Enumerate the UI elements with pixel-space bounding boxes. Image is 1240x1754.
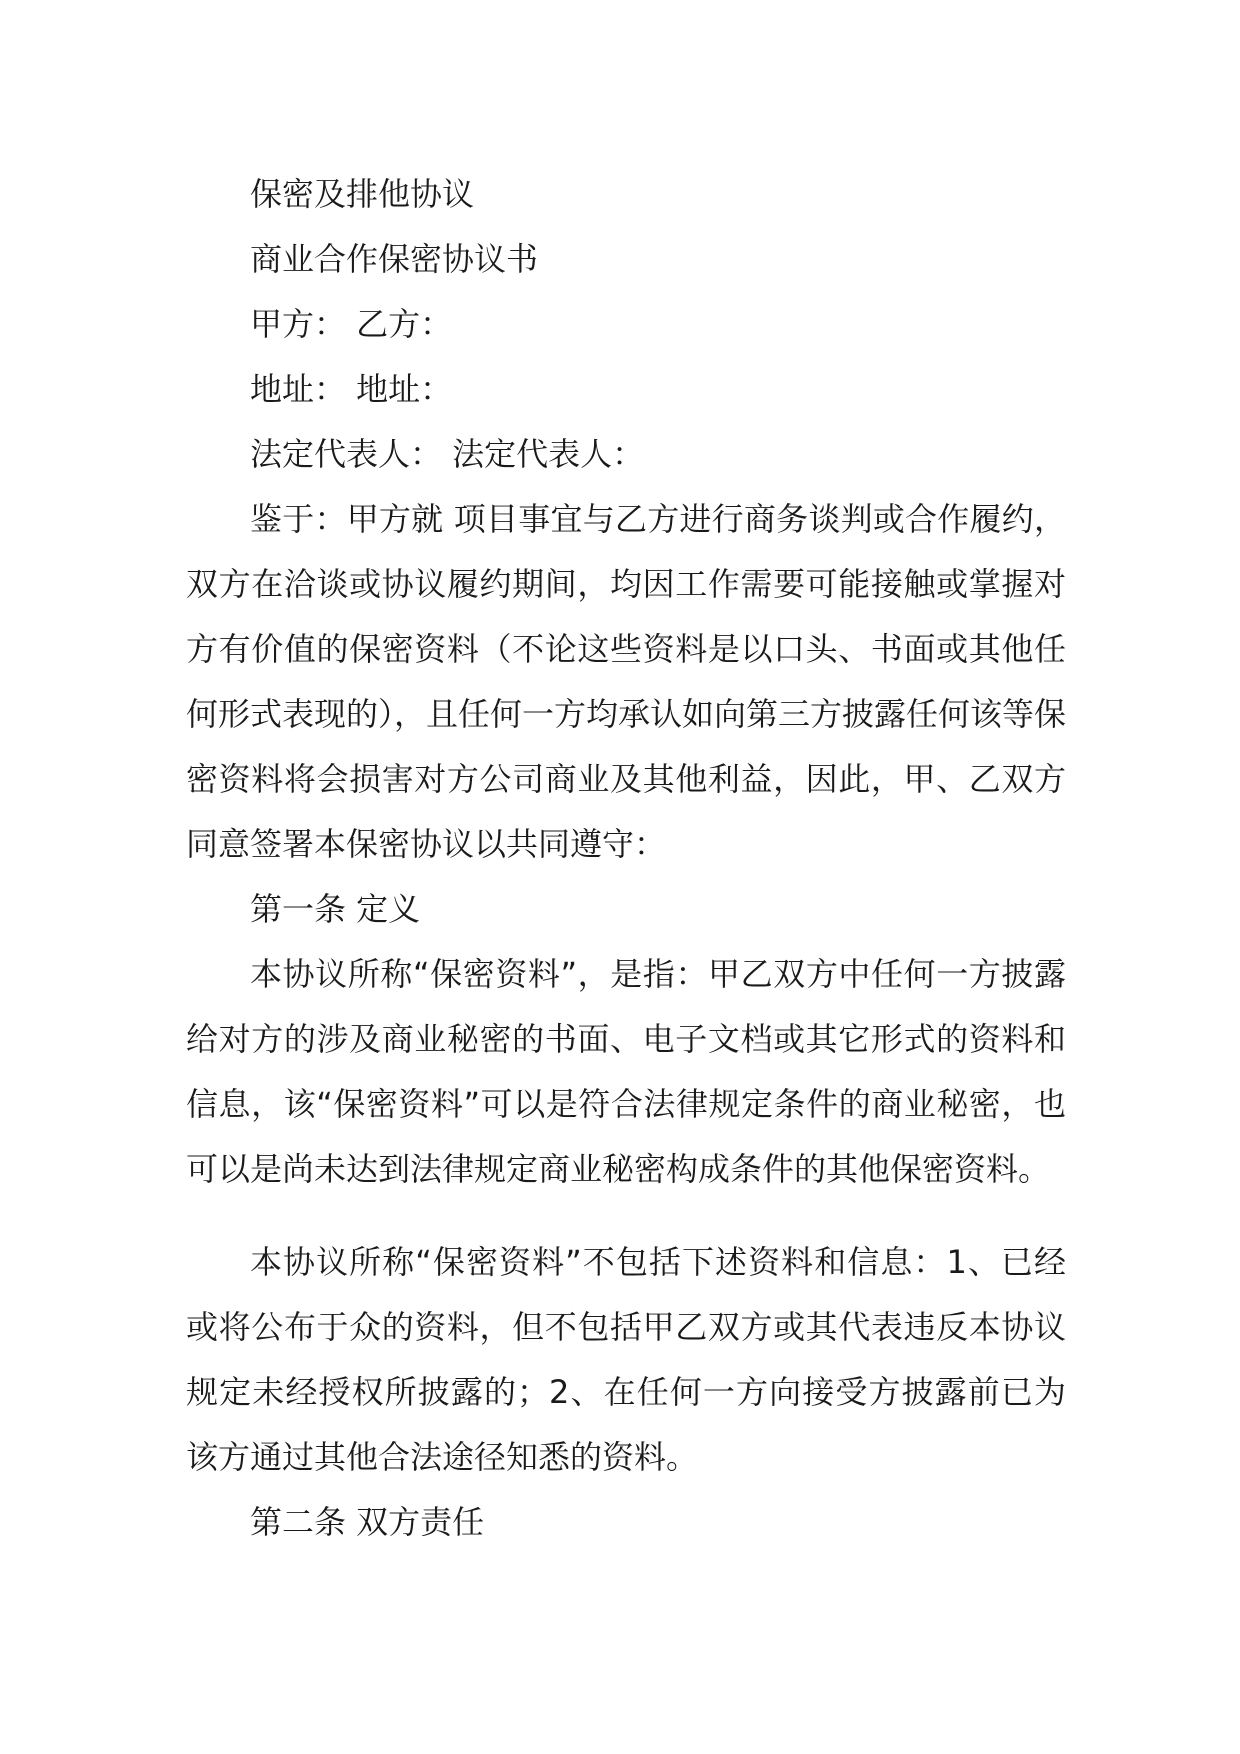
party-line: 甲方： 乙方： xyxy=(250,305,453,343)
article-1-exclusion: 本协议所称“保密资料”不包括下述资料和信息：1、已经或将公布于众的资料，但不包括甲乙双方或其代表违反本协议规定未经授权所披露的；2、在任何一方向接受方披露前已为该方通过其他合法途径知悉的资料。 xyxy=(186,1243,1066,1476)
article-1-definition: 本协议所称“保密资料”，是指：甲乙双方中任何一方披露给对方的涉及商业秘密的书面、电子文档或其它形式的资料和信息，该“保密资料”可以是符合法律规定条件的商业秘密，也可以是尚未达到法律规定商业秘密构成条件的其他保密资料。 xyxy=(186,955,1066,1188)
legal-representative-line: 法定代表人： 法定代表人： xyxy=(250,435,645,473)
article-2-heading: 第二条 双方责任 xyxy=(250,1503,485,1541)
document-body xyxy=(186,162,1066,1555)
document-subtitle: 商业合作保密协议书 xyxy=(250,240,539,278)
paragraph-spacer xyxy=(186,1202,1066,1230)
document-title: 保密及排他协议 xyxy=(250,175,475,213)
address-line: 地址： 地址： xyxy=(250,370,453,408)
whereas-paragraph: 鉴于：甲方就 项目事宜与乙方进行商务谈判或合作履约，双方在洽谈或协议履约期间，均因工作需要可能接触或掌握对方有价值的保密资料（不论这些资料是以口头、书面或其他任何形式表现的），且任何一方均承认如向第三方披露任何该等保密资料将会损害对方公司商业及其他利益，因此，甲、乙双方同意签署本保密协议以共同遵守： xyxy=(186,500,1067,863)
article-1-heading: 第一条 定义 xyxy=(250,890,421,928)
